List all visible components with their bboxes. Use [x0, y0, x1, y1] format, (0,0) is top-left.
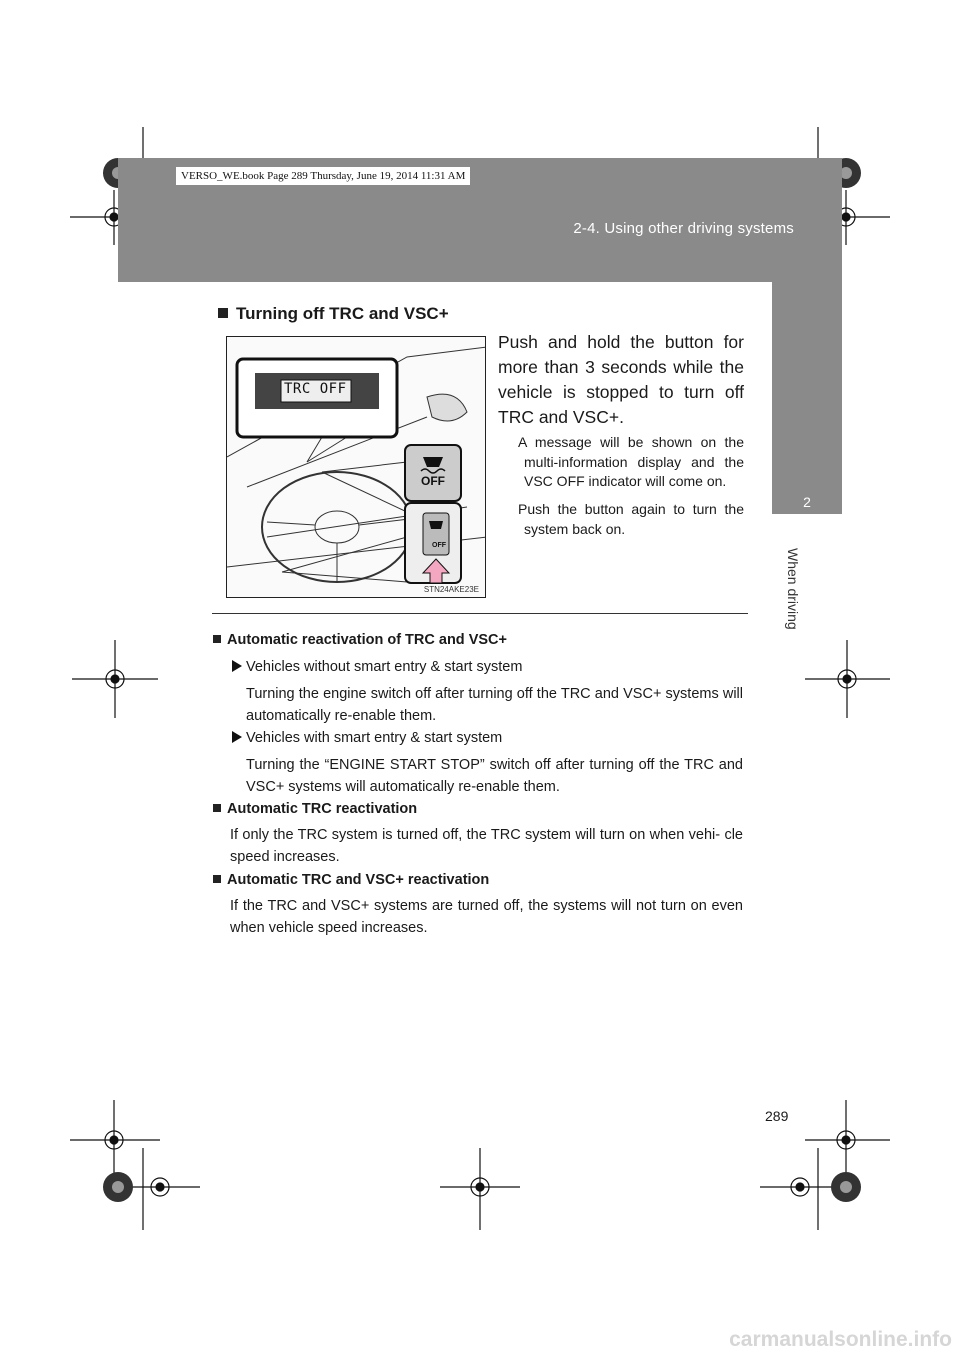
- book-stamp: VERSO_WE.book Page 289 Thursday, June 19, 2014 11:31 AM: [176, 167, 470, 185]
- note-message: A message will be shown on the multi-information display and the VSC OFF indicator will come on.: [518, 434, 744, 489]
- case2-text: Turning the “ENGINE START STOP” switch off after turning off the TRC and VSC+ systems will automatically re-enable them.: [246, 757, 743, 795]
- auto-trc-vsc-text: If the TRC and VSC+ systems are turned off, the systems will not turn on even when vehicle speed increases.: [230, 898, 743, 936]
- heading-auto-reactivation: Automatic reactivation of TRC and VSC+: [213, 632, 507, 648]
- dashboard-illustration: [226, 336, 486, 598]
- vsc-off-switch-label: OFF: [432, 542, 446, 549]
- section-title: 2-4. Using other driving systems: [573, 220, 794, 237]
- chapter-number: 2: [803, 494, 811, 510]
- chapter-label: When driving: [785, 548, 801, 630]
- dashboard-drawing: [227, 337, 486, 598]
- figure-code: STN24AKE23E: [423, 585, 479, 594]
- main-instruction: Push and hold the button for more than 3 seconds while the vehicle is stopped to turn off TRC and VSC+.: [498, 332, 744, 427]
- triangle-bullet-icon: [232, 731, 242, 743]
- chapter-tab: [772, 282, 842, 514]
- heading-auto-trc: Automatic TRC reactivation: [213, 801, 417, 817]
- triangle-bullet-icon: [232, 660, 242, 672]
- vsc-off-button-label: OFF: [421, 474, 445, 488]
- footer-watermark: carmanualsonline.info: [729, 1328, 952, 1351]
- heading-turning-off: Turning off TRC and VSC+: [218, 304, 449, 324]
- case1-text: Turning the engine switch off after turning off the TRC and VSC+ systems will automatically re-enable them.: [246, 686, 743, 724]
- square-bullet-icon: [213, 635, 221, 643]
- heading-auto-trc-vsc: Automatic TRC and VSC+ reactivation: [213, 872, 489, 888]
- case-with-smart-entry: Vehicles with smart entry & start system: [232, 730, 502, 746]
- square-bullet-icon: [213, 875, 221, 883]
- case-without-smart-entry: Vehicles without smart entry & start system: [232, 659, 522, 675]
- note-turn-on: Push the button again to turn the system back on.: [518, 501, 744, 537]
- section-divider: [212, 613, 748, 614]
- display-message: TRC OFF: [284, 381, 347, 397]
- square-bullet-icon: [213, 804, 221, 812]
- page-number: 289: [765, 1108, 789, 1124]
- square-bullet-icon: [218, 308, 228, 318]
- auto-trc-text: If only the TRC system is turned off, the TRC system will turn on when vehi- cle speed increases.: [230, 827, 743, 865]
